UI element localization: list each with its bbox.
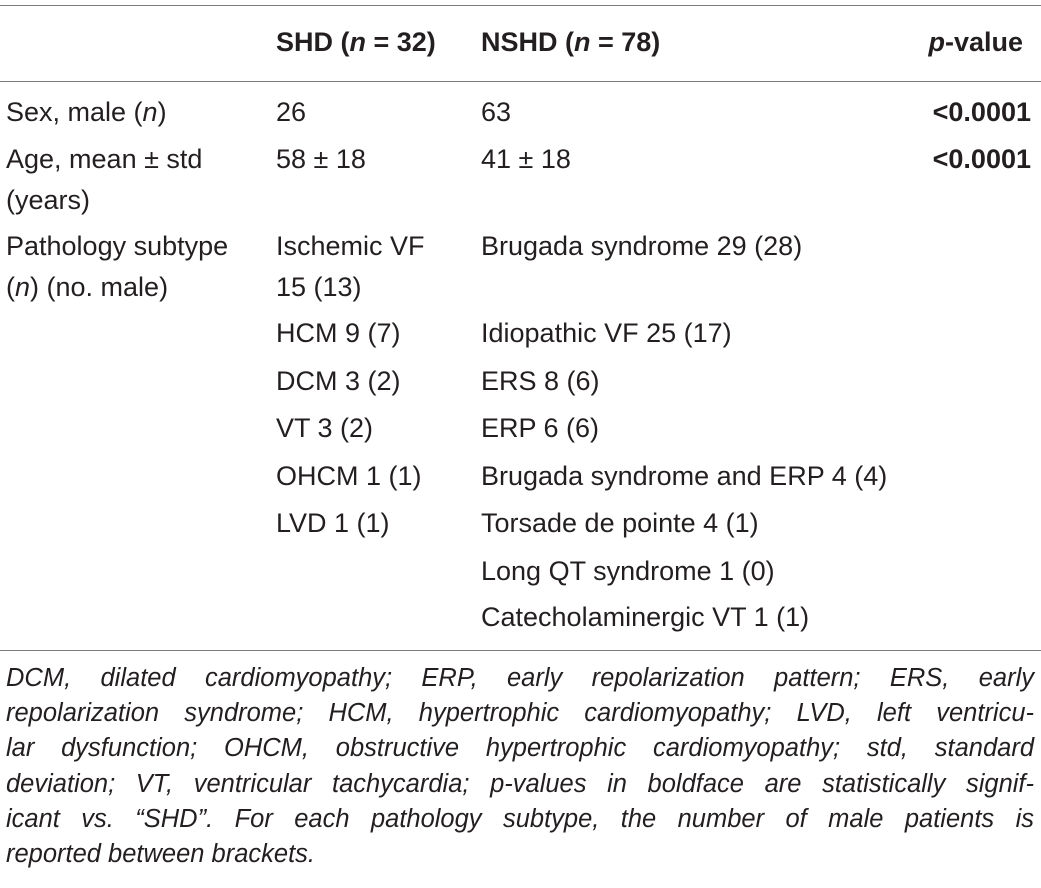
list-item: VT 3 (2) xyxy=(276,413,374,443)
header-nshd xyxy=(481,22,660,63)
header-p-rest: -value xyxy=(944,27,1023,57)
list-item: ERS 8 (6) xyxy=(481,366,600,396)
header-p-italic: p xyxy=(928,27,945,57)
list-item: DCM 3 (2) xyxy=(276,366,401,396)
row-pathology-label-line2 xyxy=(6,267,168,308)
list-item: LVD 1 (1) xyxy=(276,508,390,538)
list-item: ERP 6 (6) xyxy=(481,413,600,443)
list-item: Idiopathic VF 25 (17) xyxy=(481,318,732,348)
list-item: Ischemic VF xyxy=(276,231,425,261)
row-sex-shd: 26 xyxy=(276,97,307,127)
row-age-shd: 58 ± 18 xyxy=(276,144,366,174)
row-sex-p: <0.0001 xyxy=(932,97,1031,127)
header-pvalue xyxy=(928,22,1023,63)
list-item: 15 (13) xyxy=(276,272,362,302)
footnote-line: deviation; VT, ventricular tachycardia; p-values in boldface are statistically signif- xyxy=(6,769,1034,798)
header-nshd-n: n xyxy=(574,27,591,57)
list-item: Brugada syndrome 29 (28) xyxy=(481,231,803,261)
header-nshd-post: = 78) xyxy=(590,27,661,57)
row-pathology-label-n: n xyxy=(15,272,31,302)
table-footnote xyxy=(6,661,1034,872)
row-sex-label-n: n xyxy=(142,97,158,127)
list-item: Brugada syndrome and ERP 4 (4) xyxy=(481,461,888,491)
row-pathology-label-line1: Pathology subtype xyxy=(6,231,229,261)
bottom-rule xyxy=(0,650,1041,651)
header-shd xyxy=(276,22,436,63)
footnote-line: lar dysfunction; OHCM, obstructive hypertrophic cardiomyopathy; std, standard xyxy=(6,734,1034,763)
header-shd-pre: SHD ( xyxy=(276,27,350,57)
row-sex-label xyxy=(6,92,167,133)
header-nshd-pre: NSHD ( xyxy=(481,27,574,57)
row-pathology-label-open: ( xyxy=(6,272,15,302)
row-pathology-label-rest: ) (no. male) xyxy=(30,272,169,302)
row-sex-label-pre: Sex, male ( xyxy=(6,97,143,127)
header-shd-n: n xyxy=(349,27,366,57)
row-age-p: <0.0001 xyxy=(932,144,1031,174)
footnote-line: DCM, dilated cardiomyopathy; ERP, early repolarization pattern; ERS, early xyxy=(6,664,1034,692)
list-item: Long QT syndrome 1 (0) xyxy=(481,556,775,586)
list-item: Torsade de pointe 4 (1) xyxy=(481,508,759,538)
row-age-nshd: 41 ± 18 xyxy=(481,144,571,174)
list-item: HCM 9 (7) xyxy=(276,318,401,348)
footnote-line: repolarization syndrome; HCM, hypertrophic cardiomyopathy; LVD, left ventricu- xyxy=(6,699,1034,728)
list-item: OHCM 1 (1) xyxy=(276,461,422,491)
header-shd-post: = 32) xyxy=(366,27,436,57)
header-rule xyxy=(0,81,1041,82)
row-age-label-line2: (years) xyxy=(6,185,91,215)
top-rule xyxy=(0,5,1041,6)
row-age-label-line1: Age, mean ± std xyxy=(6,144,203,174)
row-sex-label-post: ) xyxy=(157,97,167,127)
list-item: Catecholaminergic VT 1 (1) xyxy=(481,602,810,632)
row-sex-nshd: 63 xyxy=(481,97,512,127)
footnote-line: reported between brackets. xyxy=(6,840,316,869)
footnote-line: icant vs. “SHD”. For each pathology subtype, the number of male patients is xyxy=(6,804,1034,833)
